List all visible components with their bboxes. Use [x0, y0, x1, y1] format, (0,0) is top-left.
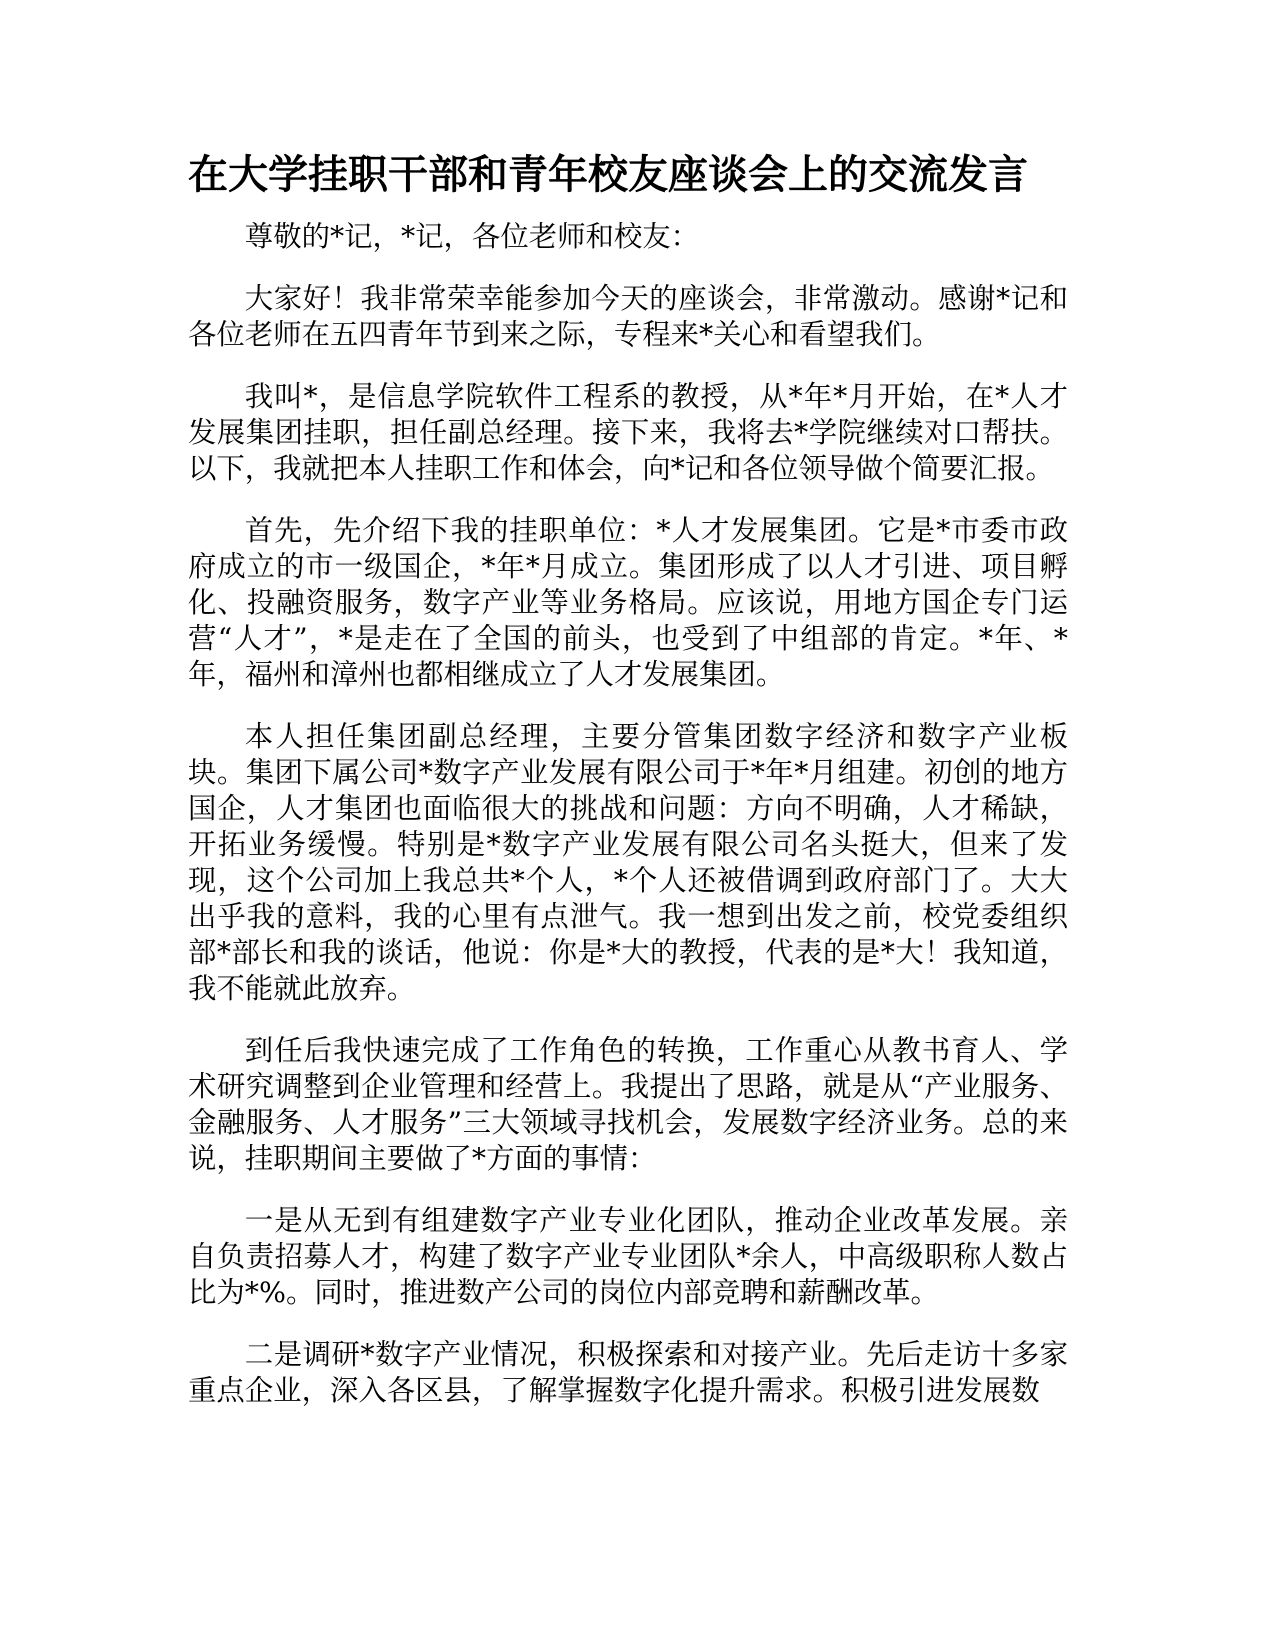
paragraph-role-challenges: 本人担任集团副总经理，主要分管集团数字经济和数字产业板块。集团下属公司*数字产业发展有限公司于*年*月组建。初创的地方国企，人才集团也面临很大的挑战和问题：方向不明确，人才稀缺，开拓业务缓慢。特别是*数字产业发展有限公司名头挺大，但来了发现，这个公司加上我总共*个人，*个人还被借调到政府部门了。大大出乎我的意料，我的心里有点泄气。我一想到出发之前，校党委组织部*部长和我的谈话，他说：你是*大的教授，代表的是*大！我知道，我不能就此放弃。: [188, 720, 1068, 1005]
paragraph-unit-introduction: 首先，先介绍下我的挂职单位：*人才发展集团。它是*市委市政府成立的市一级国企，*年*月成立。集团形成了以人才引进、项目孵化、投融资服务，数字产业等业务格局。应该说，用地方国企专门运营“人才”，*是走在了全国的前头，也受到了中组部的肯定。*年、*年，福州和漳州也都相继成立了人才发展集团。: [188, 514, 1068, 691]
paragraph-salutation: 尊敬的*记，*记，各位老师和校友：: [244, 220, 700, 253]
document-title: 在大学挂职干部和青年校友座谈会上的交流发言: [188, 152, 1028, 198]
paragraph-self-introduction: 我叫*，是信息学院软件工程系的教授，从*年*月开始，在*人才发展集团挂职，担任副总经理。接下来，我将去*学院继续对口帮扶。以下，我就把本人挂职工作和体会，向*记和各位领导做个简要汇报。: [188, 380, 1068, 485]
paragraph-point-one: 一是从无到有组建数字产业专业化团队，推动企业改革发展。亲自负责招募人才，构建了数字产业专业团队*余人，中高级职称人数占比为*%。同时，推进数产公司的岗位内部竞聘和薪酬改革。: [188, 1204, 1068, 1309]
paragraph-point-two: 二是调研*数字产业情况，积极探索和对接产业。先后走访十多家重点企业，深入各区县，了解掌握数字化提升需求。积极引进发展数: [188, 1338, 1068, 1407]
paragraph-greeting: 大家好！我非常荣幸能参加今天的座谈会，非常激动。感谢*记和各位老师在五四青年节到来之际，专程来*关心和看望我们。: [188, 282, 1068, 351]
paragraph-work-transition: 到任后我快速完成了工作角色的转换，工作重心从教书育人、学术研究调整到企业管理和经营上。我提出了思路，就是从“产业服务、金融服务、人才服务”三大领域寻找机会，发展数字经济业务。总的来说，挂职期间主要做了*方面的事情：: [188, 1034, 1068, 1175]
document-body: [188, 145, 1068, 1435]
